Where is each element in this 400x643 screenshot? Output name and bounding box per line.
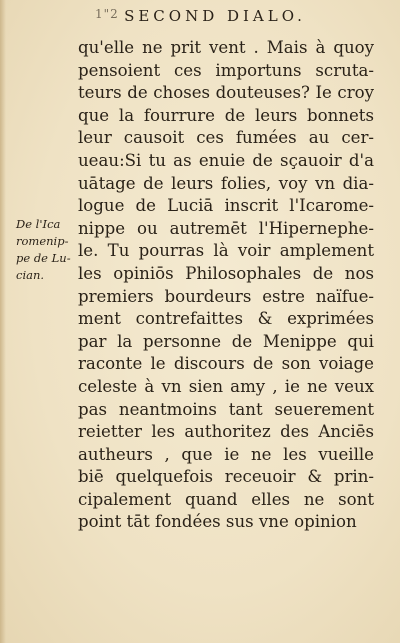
text-line: nippe ou autremēt l'Hipernephe-	[78, 218, 374, 238]
text-line: qu'elle ne prit vent . Mais à quoy	[78, 38, 374, 57]
text-line: raconte le discours de son voiage	[78, 354, 374, 374]
marginal-note-line: De l'Ica	[16, 217, 61, 231]
marginal-note-line: cian.	[16, 268, 45, 282]
body-text	[78, 37, 374, 534]
text-line: que la fourrure de leurs bonnets	[78, 105, 374, 125]
marginal-note-line: pe de Lu-	[16, 251, 71, 265]
running-title: SECOND DIALO.	[124, 7, 306, 25]
text-line: ueau:Si tu as enuie de sçauoir d'a	[78, 150, 374, 170]
text-line: pensoient ces importuns scruta-	[78, 60, 374, 80]
text-line: teurs de choses douteuses? Ie croy	[78, 83, 374, 103]
marginal-note-line: romenip-	[16, 234, 69, 248]
text-line: logue de Luciā inscrit l'Icarome-	[78, 196, 374, 216]
running-header	[0, 7, 400, 25]
text-line: reietter les authoritez des Anciēs	[78, 422, 374, 442]
text-line: biē quelquefois receuoir & prin-	[78, 467, 374, 487]
text-line: cipalement quand elles ne sont	[78, 489, 374, 509]
text-line: leur causoit ces fumées au cer-	[78, 128, 374, 148]
marginal-note	[16, 216, 78, 284]
text-line: les opiniōs Philosophales de nos	[78, 263, 374, 283]
page-number: 1"2	[95, 7, 119, 21]
text-line: le. Tu pourras là voir amplement	[78, 241, 374, 261]
text-line: premiers bourdeurs estre naïfue-	[78, 286, 374, 306]
text-line: point tāt fondées sus vne opinion	[78, 512, 357, 532]
text-line: celeste à vn sien amy , ie ne veux	[78, 376, 374, 396]
text-line: pas neantmoins tant seuerement	[78, 399, 374, 419]
text-line: autheurs , que ie ne les vueille	[78, 444, 374, 464]
text-line: uātage de leurs folies, voy vn dia-	[78, 173, 374, 193]
text-line: par la personne de Menippe qui	[78, 331, 374, 351]
text-line: ment contrefaittes & exprimées	[78, 309, 374, 329]
